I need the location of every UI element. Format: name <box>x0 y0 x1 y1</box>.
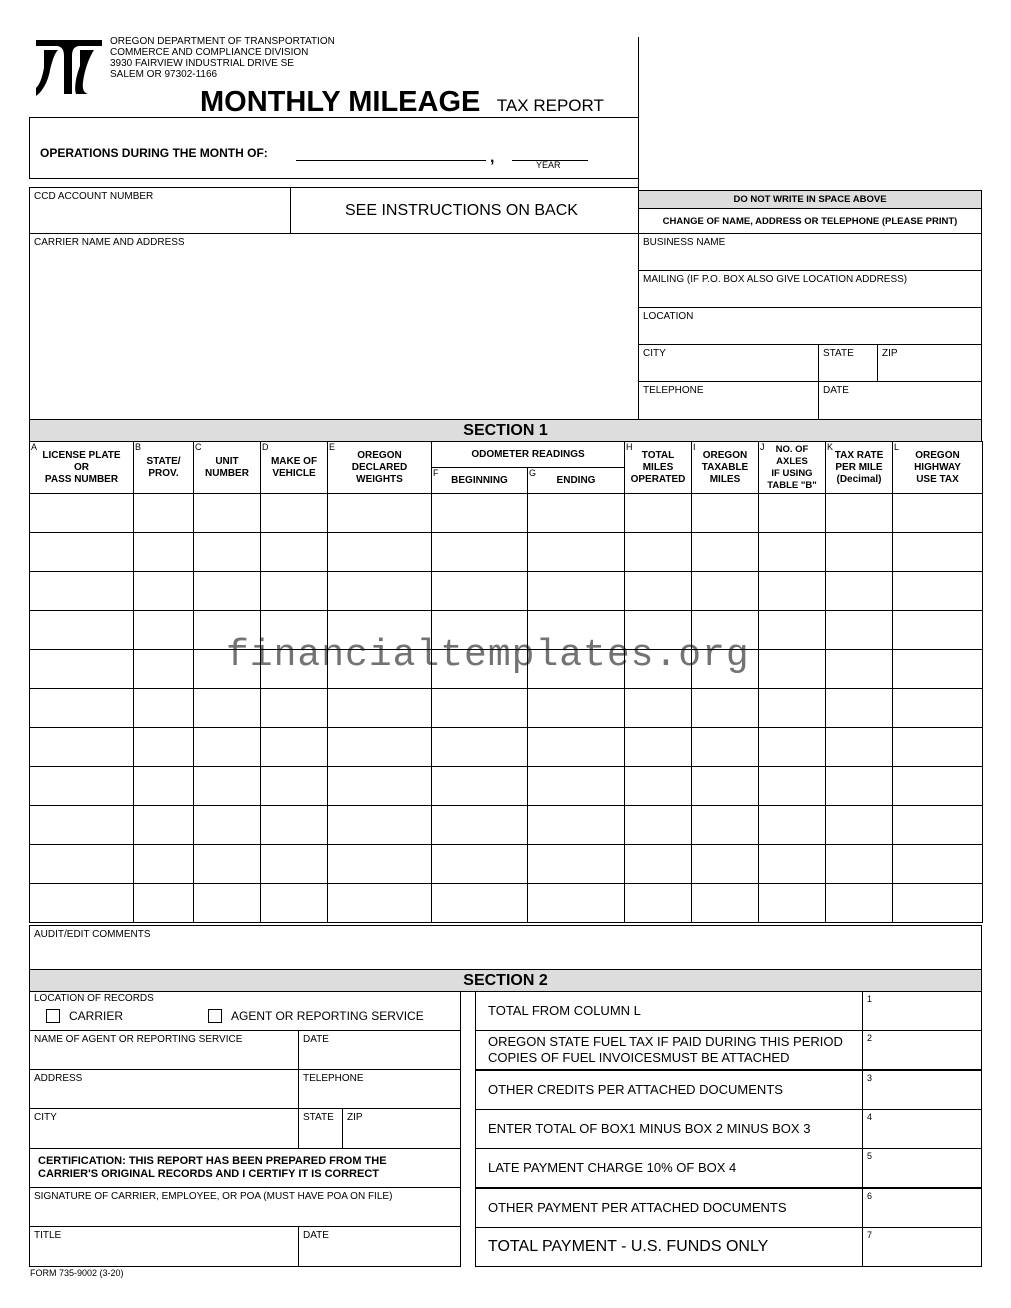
column-letter: E <box>329 442 336 452</box>
carrier-label: CARRIER <box>69 1009 124 1023</box>
table-cell[interactable] <box>193 532 261 572</box>
location-records-box <box>29 991 461 1031</box>
table-cell[interactable] <box>193 805 261 845</box>
summary-amount-4[interactable] <box>862 1109 982 1149</box>
section2-title: SECTION 2 <box>463 972 548 989</box>
odometer-label: ODOMETER READINGS <box>471 449 585 460</box>
summary-amount-3[interactable] <box>862 1070 982 1110</box>
column-letter: L <box>894 442 900 452</box>
table-cell[interactable] <box>29 883 134 923</box>
agent-zip-field[interactable] <box>342 1108 461 1149</box>
table-cell[interactable] <box>825 493 893 533</box>
do-not-write: DO NOT WRITE IN SPACE ABOVE <box>733 194 887 205</box>
city-field[interactable] <box>638 344 819 382</box>
carrier-checkbox[interactable] <box>46 1009 60 1023</box>
instructions-box <box>290 187 639 234</box>
summary-line-6 <box>475 1188 863 1228</box>
operations-box <box>29 117 639 179</box>
table-cell[interactable] <box>758 766 826 806</box>
agent-state-field[interactable] <box>298 1108 343 1149</box>
table-cell[interactable] <box>624 727 692 767</box>
business-name-label: BUSINESS NAME <box>643 237 726 248</box>
summary-amount-7[interactable] <box>862 1227 982 1267</box>
summary-line-3 <box>475 1070 863 1110</box>
column-header-b <box>133 441 194 494</box>
audit-comments-field[interactable] <box>29 925 982 970</box>
table-cell[interactable] <box>327 766 432 806</box>
agent-city-label: CITY <box>34 1112 57 1123</box>
table-cell[interactable] <box>260 844 328 884</box>
table-cell[interactable] <box>825 571 893 611</box>
table-cell[interactable] <box>527 727 625 767</box>
section2-bar <box>29 969 982 992</box>
table-cell[interactable] <box>691 844 759 884</box>
date-label: DATE <box>823 385 849 396</box>
state-field[interactable] <box>818 344 878 382</box>
table-cell[interactable] <box>825 610 893 650</box>
table-cell[interactable] <box>825 883 893 923</box>
column-label: OREGON DECLARED WEIGHTS <box>351 449 408 485</box>
column-letter: J <box>760 442 765 452</box>
summary-line-number: 3 <box>867 1073 873 1083</box>
agency-line: OREGON DEPARTMENT OF TRANSPORTATION <box>110 36 335 47</box>
column-header-g <box>527 467 625 494</box>
form-title <box>200 86 604 119</box>
table-cell[interactable] <box>527 883 625 923</box>
table-cell[interactable] <box>825 766 893 806</box>
table-cell[interactable] <box>691 493 759 533</box>
table-cell[interactable] <box>260 532 328 572</box>
table-cell[interactable] <box>527 532 625 572</box>
column-label: BEGINNING <box>451 474 508 486</box>
summary-line-label: OTHER CREDITS PER ATTACHED DOCUMENTS <box>488 1082 783 1097</box>
signature-date-label: DATE <box>303 1230 329 1241</box>
table-cell[interactable] <box>260 766 328 806</box>
summary-line-1 <box>475 991 863 1031</box>
agent-name-label: NAME OF AGENT OR REPORTING SERVICE <box>34 1034 243 1045</box>
mailing-label: MAILING (IF P.O. BOX ALSO GIVE LOCATION ADDRESS) <box>643 274 908 285</box>
table-cell[interactable] <box>193 493 261 533</box>
table-cell[interactable] <box>29 571 134 611</box>
audit-comments-label: AUDIT/EDIT COMMENTS <box>34 929 151 940</box>
table-cell[interactable] <box>758 727 826 767</box>
table-cell[interactable] <box>624 493 692 533</box>
column-header-a <box>29 441 134 494</box>
table-cell[interactable] <box>527 805 625 845</box>
table-cell[interactable] <box>133 688 194 728</box>
table-cell[interactable] <box>892 844 983 884</box>
table-cell[interactable] <box>892 688 983 728</box>
column-header-c <box>193 441 261 494</box>
agent-telephone-label: TELEPHONE <box>303 1073 364 1084</box>
table-cell[interactable] <box>133 766 194 806</box>
table-cell[interactable] <box>133 805 194 845</box>
table-cell[interactable] <box>260 727 328 767</box>
column-header-e <box>327 441 432 494</box>
table-cell[interactable] <box>825 532 893 572</box>
column-letter: D <box>262 442 269 452</box>
table-cell[interactable] <box>624 844 692 884</box>
ccd-account-field[interactable] <box>29 187 291 234</box>
summary-line-label: OREGON STATE FUEL TAX IF PAID DURING THIS PERIOD COPIES OF FUEL INVOICESMUST BE ATTACHED <box>488 1034 843 1065</box>
summary-line-number: 4 <box>867 1112 873 1122</box>
city-label: CITY <box>643 348 666 359</box>
table-cell[interactable] <box>327 532 432 572</box>
table-cell[interactable] <box>193 766 261 806</box>
table-cell[interactable] <box>193 883 261 923</box>
agent-date-label: DATE <box>303 1034 329 1045</box>
table-cell[interactable] <box>758 571 826 611</box>
column-label: UNIT NUMBER <box>205 455 249 479</box>
agent-name-field[interactable] <box>29 1030 299 1070</box>
table-cell[interactable] <box>29 805 134 845</box>
table-cell[interactable] <box>431 883 528 923</box>
table-cell[interactable] <box>133 883 194 923</box>
table-cell[interactable] <box>892 649 983 689</box>
month-field[interactable] <box>296 160 486 161</box>
table-cell[interactable] <box>431 493 528 533</box>
table-cell[interactable] <box>193 727 261 767</box>
agent-date-field[interactable] <box>298 1030 461 1070</box>
table-cell[interactable] <box>624 532 692 572</box>
column-header-j <box>758 441 826 494</box>
column-label: STATE/ PROV. <box>146 455 181 479</box>
state-label: STATE <box>823 348 854 359</box>
change-label: CHANGE OF NAME, ADDRESS OR TELEPHONE (PLEASE PRINT) <box>662 216 958 227</box>
signature-field[interactable] <box>29 1187 461 1227</box>
table-cell[interactable] <box>825 649 893 689</box>
mailing-field[interactable] <box>638 270 982 308</box>
ccd-account-label: CCD ACCOUNT NUMBER <box>34 191 154 202</box>
table-cell[interactable] <box>691 766 759 806</box>
column-letter: F <box>433 468 439 478</box>
certification-text: CERTIFICATION: THIS REPORT HAS BEEN PREPARED FROM THE CARRIER'S ORIGINAL RECORDS AND I CERTIFY IT IS CORRECT <box>38 1155 387 1180</box>
table-cell[interactable] <box>327 844 432 884</box>
table-cell[interactable] <box>29 610 134 650</box>
table-cell[interactable] <box>758 883 826 923</box>
do-not-write-bar <box>638 190 982 209</box>
title-field[interactable] <box>29 1226 299 1267</box>
summary-line-label: TOTAL PAYMENT - U.S. FUNDS ONLY <box>488 1238 769 1255</box>
column-letter: B <box>135 442 142 452</box>
agent-telephone-field[interactable] <box>298 1069 461 1109</box>
table-cell[interactable] <box>133 727 194 767</box>
table-cell[interactable] <box>431 532 528 572</box>
table-cell[interactable] <box>892 883 983 923</box>
table-cell[interactable] <box>260 883 328 923</box>
column-letter: I <box>693 442 696 452</box>
change-header <box>638 208 982 234</box>
location-field[interactable] <box>638 307 982 345</box>
table-cell[interactable] <box>327 571 432 611</box>
address-field[interactable] <box>29 1069 299 1109</box>
table-cell[interactable] <box>29 649 134 689</box>
summary-line-number: 2 <box>867 1033 873 1043</box>
zip-label: ZIP <box>882 348 898 359</box>
table-cell[interactable] <box>825 688 893 728</box>
table-cell[interactable] <box>758 844 826 884</box>
agent-label: AGENT OR REPORTING SERVICE <box>231 1009 424 1023</box>
table-cell[interactable] <box>527 493 625 533</box>
table-cell[interactable] <box>133 649 194 689</box>
table-cell[interactable] <box>758 532 826 572</box>
section1-bar <box>29 419 982 442</box>
table-cell[interactable] <box>527 766 625 806</box>
carrier-name-field[interactable] <box>29 233 639 420</box>
telephone-label: TELEPHONE <box>643 385 704 396</box>
summary-line-2 <box>475 1030 863 1070</box>
table-cell[interactable] <box>691 532 759 572</box>
column-letter: A <box>31 442 38 452</box>
column-header-d <box>260 441 328 494</box>
table-cell[interactable] <box>193 844 261 884</box>
table-cell[interactable] <box>29 766 134 806</box>
operations-label: OPERATIONS DURING THE MONTH OF: <box>40 146 268 160</box>
table-cell[interactable] <box>431 844 528 884</box>
table-cell[interactable] <box>260 688 328 728</box>
agency-line: SALEM OR 97302-1166 <box>110 69 218 80</box>
table-cell[interactable] <box>892 766 983 806</box>
agent-city-field[interactable] <box>29 1108 299 1149</box>
agency-line: COMMERCE AND COMPLIANCE DIVISION <box>110 47 309 58</box>
table-cell[interactable] <box>527 844 625 884</box>
watermark: financialtemplates.org <box>226 634 750 677</box>
table-cell[interactable] <box>260 805 328 845</box>
table-cell[interactable] <box>527 688 625 728</box>
agent-zip-label: ZIP <box>347 1112 363 1123</box>
date-field[interactable] <box>818 381 982 420</box>
signature-date-field[interactable] <box>298 1226 461 1267</box>
agency-address <box>110 36 335 80</box>
summary-amount-6[interactable] <box>862 1188 982 1228</box>
comma: , <box>490 149 495 166</box>
summary-line-number: 7 <box>867 1230 873 1240</box>
summary-amount-2[interactable] <box>862 1030 982 1070</box>
form-title-sub: TAX REPORT <box>496 96 604 115</box>
column-header-l <box>892 441 983 494</box>
table-cell[interactable] <box>892 610 983 650</box>
table-cell[interactable] <box>691 883 759 923</box>
table-cell[interactable] <box>892 532 983 572</box>
table-cell[interactable] <box>29 727 134 767</box>
telephone-field[interactable] <box>638 381 819 420</box>
table-cell[interactable] <box>327 688 432 728</box>
business-name-field[interactable] <box>638 233 982 271</box>
summary-line-label: OTHER PAYMENT PER ATTACHED DOCUMENTS <box>488 1200 787 1215</box>
odot-logo <box>34 36 104 98</box>
table-cell[interactable] <box>327 883 432 923</box>
table-cell[interactable] <box>758 610 826 650</box>
table-cell[interactable] <box>133 532 194 572</box>
table-cell[interactable] <box>327 805 432 845</box>
summary-line-7 <box>475 1227 863 1267</box>
table-cell[interactable] <box>193 571 261 611</box>
section1-title: SECTION 1 <box>463 422 548 439</box>
table-cell[interactable] <box>624 766 692 806</box>
table-cell[interactable] <box>758 649 826 689</box>
table-cell[interactable] <box>133 610 194 650</box>
table-cell[interactable] <box>431 805 528 845</box>
summary-line-number: 5 <box>867 1151 873 1161</box>
table-cell[interactable] <box>825 844 893 884</box>
summary-line-5 <box>475 1148 863 1188</box>
summary-line-number: 1 <box>867 994 873 1004</box>
table-cell[interactable] <box>892 805 983 845</box>
location-records-label: LOCATION OF RECORDS <box>34 993 154 1004</box>
column-header-h <box>624 441 692 494</box>
table-cell[interactable] <box>527 571 625 611</box>
column-label: ENDING <box>556 474 596 486</box>
see-instructions: SEE INSTRUCTIONS ON BACK <box>345 202 578 219</box>
agent-state-label: STATE <box>303 1112 334 1123</box>
column-letter: C <box>195 442 202 452</box>
agency-line: 3930 FAIRVIEW INDUSTRIAL DRIVE SE <box>110 58 294 69</box>
table-cell[interactable] <box>825 727 893 767</box>
table-cell[interactable] <box>29 844 134 884</box>
summary-amount-1[interactable] <box>862 991 982 1031</box>
table-cell[interactable] <box>825 805 893 845</box>
table-cell[interactable] <box>260 493 328 533</box>
column-label: TOTAL MILES OPERATED <box>630 449 686 485</box>
table-cell[interactable] <box>892 571 983 611</box>
form-title-main: MONTHLY MILEAGE <box>200 86 481 118</box>
column-label: TAX RATE PER MILE (Decimal) <box>834 449 884 485</box>
table-cell[interactable] <box>327 493 432 533</box>
column-header-i <box>691 441 759 494</box>
column-label: LICENSE PLATE OR PASS NUMBER <box>42 449 121 485</box>
table-cell[interactable] <box>260 571 328 611</box>
summary-line-label: ENTER TOTAL OF BOX1 MINUS BOX 2 MINUS BOX 3 <box>488 1121 811 1136</box>
table-cell[interactable] <box>431 727 528 767</box>
table-cell[interactable] <box>758 805 826 845</box>
table-cell[interactable] <box>624 688 692 728</box>
summary-line-label: TOTAL FROM COLUMN L <box>488 1003 641 1018</box>
table-cell[interactable] <box>892 493 983 533</box>
table-cell[interactable] <box>431 688 528 728</box>
table-cell[interactable] <box>431 766 528 806</box>
table-cell[interactable] <box>691 805 759 845</box>
table-cell[interactable] <box>327 727 432 767</box>
table-cell[interactable] <box>133 571 194 611</box>
table-cell[interactable] <box>624 805 692 845</box>
table-cell[interactable] <box>29 688 134 728</box>
column-header-k <box>825 441 893 494</box>
location-label: LOCATION <box>643 311 694 322</box>
table-cell[interactable] <box>133 844 194 884</box>
table-cell[interactable] <box>431 571 528 611</box>
table-cell[interactable] <box>624 571 692 611</box>
table-cell[interactable] <box>758 688 826 728</box>
column-letter: H <box>626 442 633 452</box>
column-letter: G <box>529 468 537 478</box>
table-cell[interactable] <box>133 493 194 533</box>
table-cell[interactable] <box>624 883 692 923</box>
certification-box <box>29 1148 461 1188</box>
summary-line-number: 6 <box>867 1191 873 1201</box>
odometer-header <box>431 441 625 468</box>
table-cell[interactable] <box>29 493 134 533</box>
summary-amount-5[interactable] <box>862 1148 982 1188</box>
table-cell[interactable] <box>691 571 759 611</box>
table-cell[interactable] <box>758 493 826 533</box>
carrier-name-label: CARRIER NAME AND ADDRESS <box>34 237 185 248</box>
title-label: TITLE <box>34 1230 62 1241</box>
summary-line-label: LATE PAYMENT CHARGE 10% OF BOX 4 <box>488 1160 737 1175</box>
column-label: OREGON HIGHWAY USE TAX <box>914 449 961 485</box>
year-label: YEAR <box>536 160 561 170</box>
zip-field[interactable] <box>877 344 982 382</box>
agent-checkbox[interactable] <box>208 1009 222 1023</box>
column-label: MAKE OF VEHICLE <box>270 455 318 479</box>
table-cell[interactable] <box>892 727 983 767</box>
table-cell[interactable] <box>691 727 759 767</box>
table-cell[interactable] <box>193 688 261 728</box>
summary-line-4 <box>475 1109 863 1149</box>
signature-label: SIGNATURE OF CARRIER, EMPLOYEE, OR POA (MUST HAVE POA ON FILE) <box>34 1191 393 1202</box>
column-header-f <box>431 467 528 494</box>
column-label: OREGON TAXABLE MILES <box>701 449 749 485</box>
column-letter: K <box>827 442 834 452</box>
table-cell[interactable] <box>691 688 759 728</box>
form-number: FORM 735-9002 (3-20) <box>30 1268 124 1278</box>
column-label: NO. OF AXLES IF USING TABLE "B" <box>767 443 817 491</box>
table-cell[interactable] <box>29 532 134 572</box>
address-label: ADDRESS <box>34 1073 83 1084</box>
